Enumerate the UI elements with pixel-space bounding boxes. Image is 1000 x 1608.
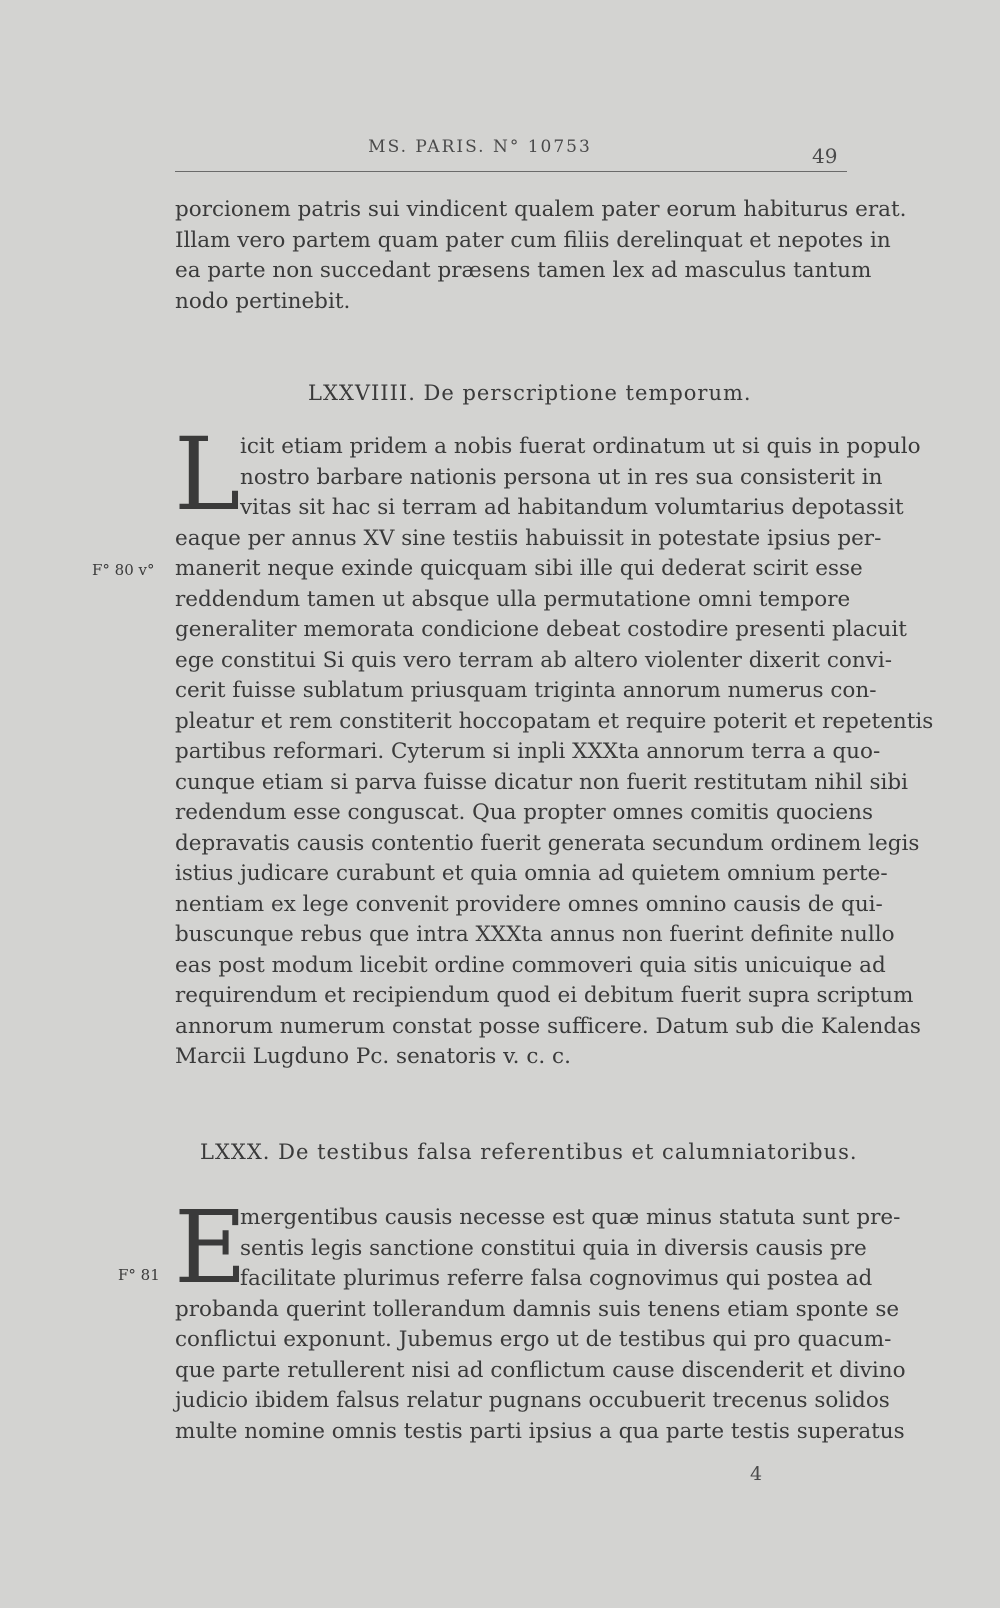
signature-number: 4 [750, 1463, 763, 1485]
section-heading-lxxx: LXXX. De testibus falsa referentibus et calumniatoribus. [200, 1140, 858, 1164]
margin-note-folio: F° 81 [118, 1266, 160, 1284]
running-title: MS. PARIS. N° 10753 [368, 137, 592, 157]
text-line: ea parte non succedant præsens tamen lex ad masculus tantum [175, 258, 872, 283]
page-number: 49 [812, 144, 838, 168]
text-line: nodo pertinebit. [175, 288, 351, 314]
intro-paragraph [175, 195, 907, 317]
text-line: buscunque rebus que intra XXXta annus non fuerint definite nullo [175, 922, 895, 947]
text-line: multe nomine omnis testis parti ipsius a qua parte testis superatus [175, 1418, 905, 1444]
text-line: facilitate plurimus referre falsa cognovimus qui postea ad [240, 1266, 873, 1291]
text-line: depravatis causis contentio fuerit generata secundum ordinem legis [175, 830, 920, 856]
text-line: redendum esse conguscat. Qua propter omnes comitis quociens [175, 800, 873, 825]
text-line: requirendum et recipiendum quod ei debitum fuerit supra scriptum [175, 983, 914, 1008]
text-line: ege constitui Si quis vero terram ab altero violenter dixerit convi- [175, 647, 892, 673]
header-rule [175, 171, 847, 172]
text-line: Illam vero partem quam pater cum filiis derelinquat et nepotes in [175, 227, 891, 253]
text-line: mergentibus causis necesse est quæ minus statuta sunt pre- [240, 1205, 901, 1230]
text-line: sentis legis sanctione constitui quia in diversis causis pre [240, 1235, 867, 1261]
text-line: reddendum tamen ut absque ulla permutatione omni tempore [175, 586, 851, 612]
text-line: cerit fuisse sublatum priusquam triginta annorum numerus con- [175, 678, 877, 703]
text-line: nostro barbare nationis persona ut in res sua consisterit in [240, 464, 883, 490]
text-line: pleatur et rem constiterit hoccopatam et require poterit et repetentis [175, 708, 934, 734]
text-line: vitas sit hac si terram ad habitandum volumtarius depotassit [240, 495, 904, 520]
text-line: nentiam ex lege convenit providere omnes omnino causis de qui- [175, 891, 883, 917]
text-line: manerit neque exinde quicquam sibi ille qui dederat scirit esse [175, 556, 863, 581]
dropcap-e: E [174, 1189, 247, 1306]
text-line: probanda querint tollerandum damnis suis tenens etiam sponte se [175, 1296, 900, 1322]
text-line: conflictui exponunt. Jubemus ergo ut de testibus qui pro quacum- [175, 1327, 892, 1352]
text-line: partibus reformari. Cyterum si inpli XXXta annorum terra a quo- [175, 739, 881, 764]
text-line: judicio ibidem falsus relatur pugnans occubuerit trecenus solidos [175, 1388, 890, 1413]
text-line: icit etiam pridem a nobis fuerat ordinatum ut si quis in populo [240, 434, 921, 459]
section2-paragraph [174, 1189, 906, 1447]
text-line: cunque etiam si parva fuisse dicatur non fuerit restitutam nihil sibi [175, 769, 909, 795]
section1-paragraph [174, 416, 934, 1073]
text-line: eaque per annus XV sine testiis habuissit in potestate ipsius per- [175, 525, 882, 551]
text-line: Marcii Lugduno Pc. senatoris v. c. c. [175, 1044, 571, 1069]
text-line: annorum numerum constat posse sufficere. Datum sub die Kalendas [175, 1013, 921, 1039]
margin-note-folio: F° 80 v° [92, 561, 155, 579]
text-line: que parte retullerent nisi ad conflictum cause discenderit et divino [175, 1357, 906, 1383]
text-line: porcionem patris sui vindicent qualem pater eorum habiturus erat. [175, 197, 907, 222]
text-line: generaliter memorata condicione debeat costodire presenti placuit [175, 617, 907, 642]
text-line: eas post modum licebit ordine commoveri quia sitis unicuique ad [175, 952, 886, 978]
section-heading-lxxviiii: LXXVIIII. De perscriptione temporum. [308, 381, 752, 405]
text-line: istius judicare curabunt et quia omnia ad quietem omnium perte- [175, 861, 888, 886]
dropcap-l: L [174, 416, 241, 533]
